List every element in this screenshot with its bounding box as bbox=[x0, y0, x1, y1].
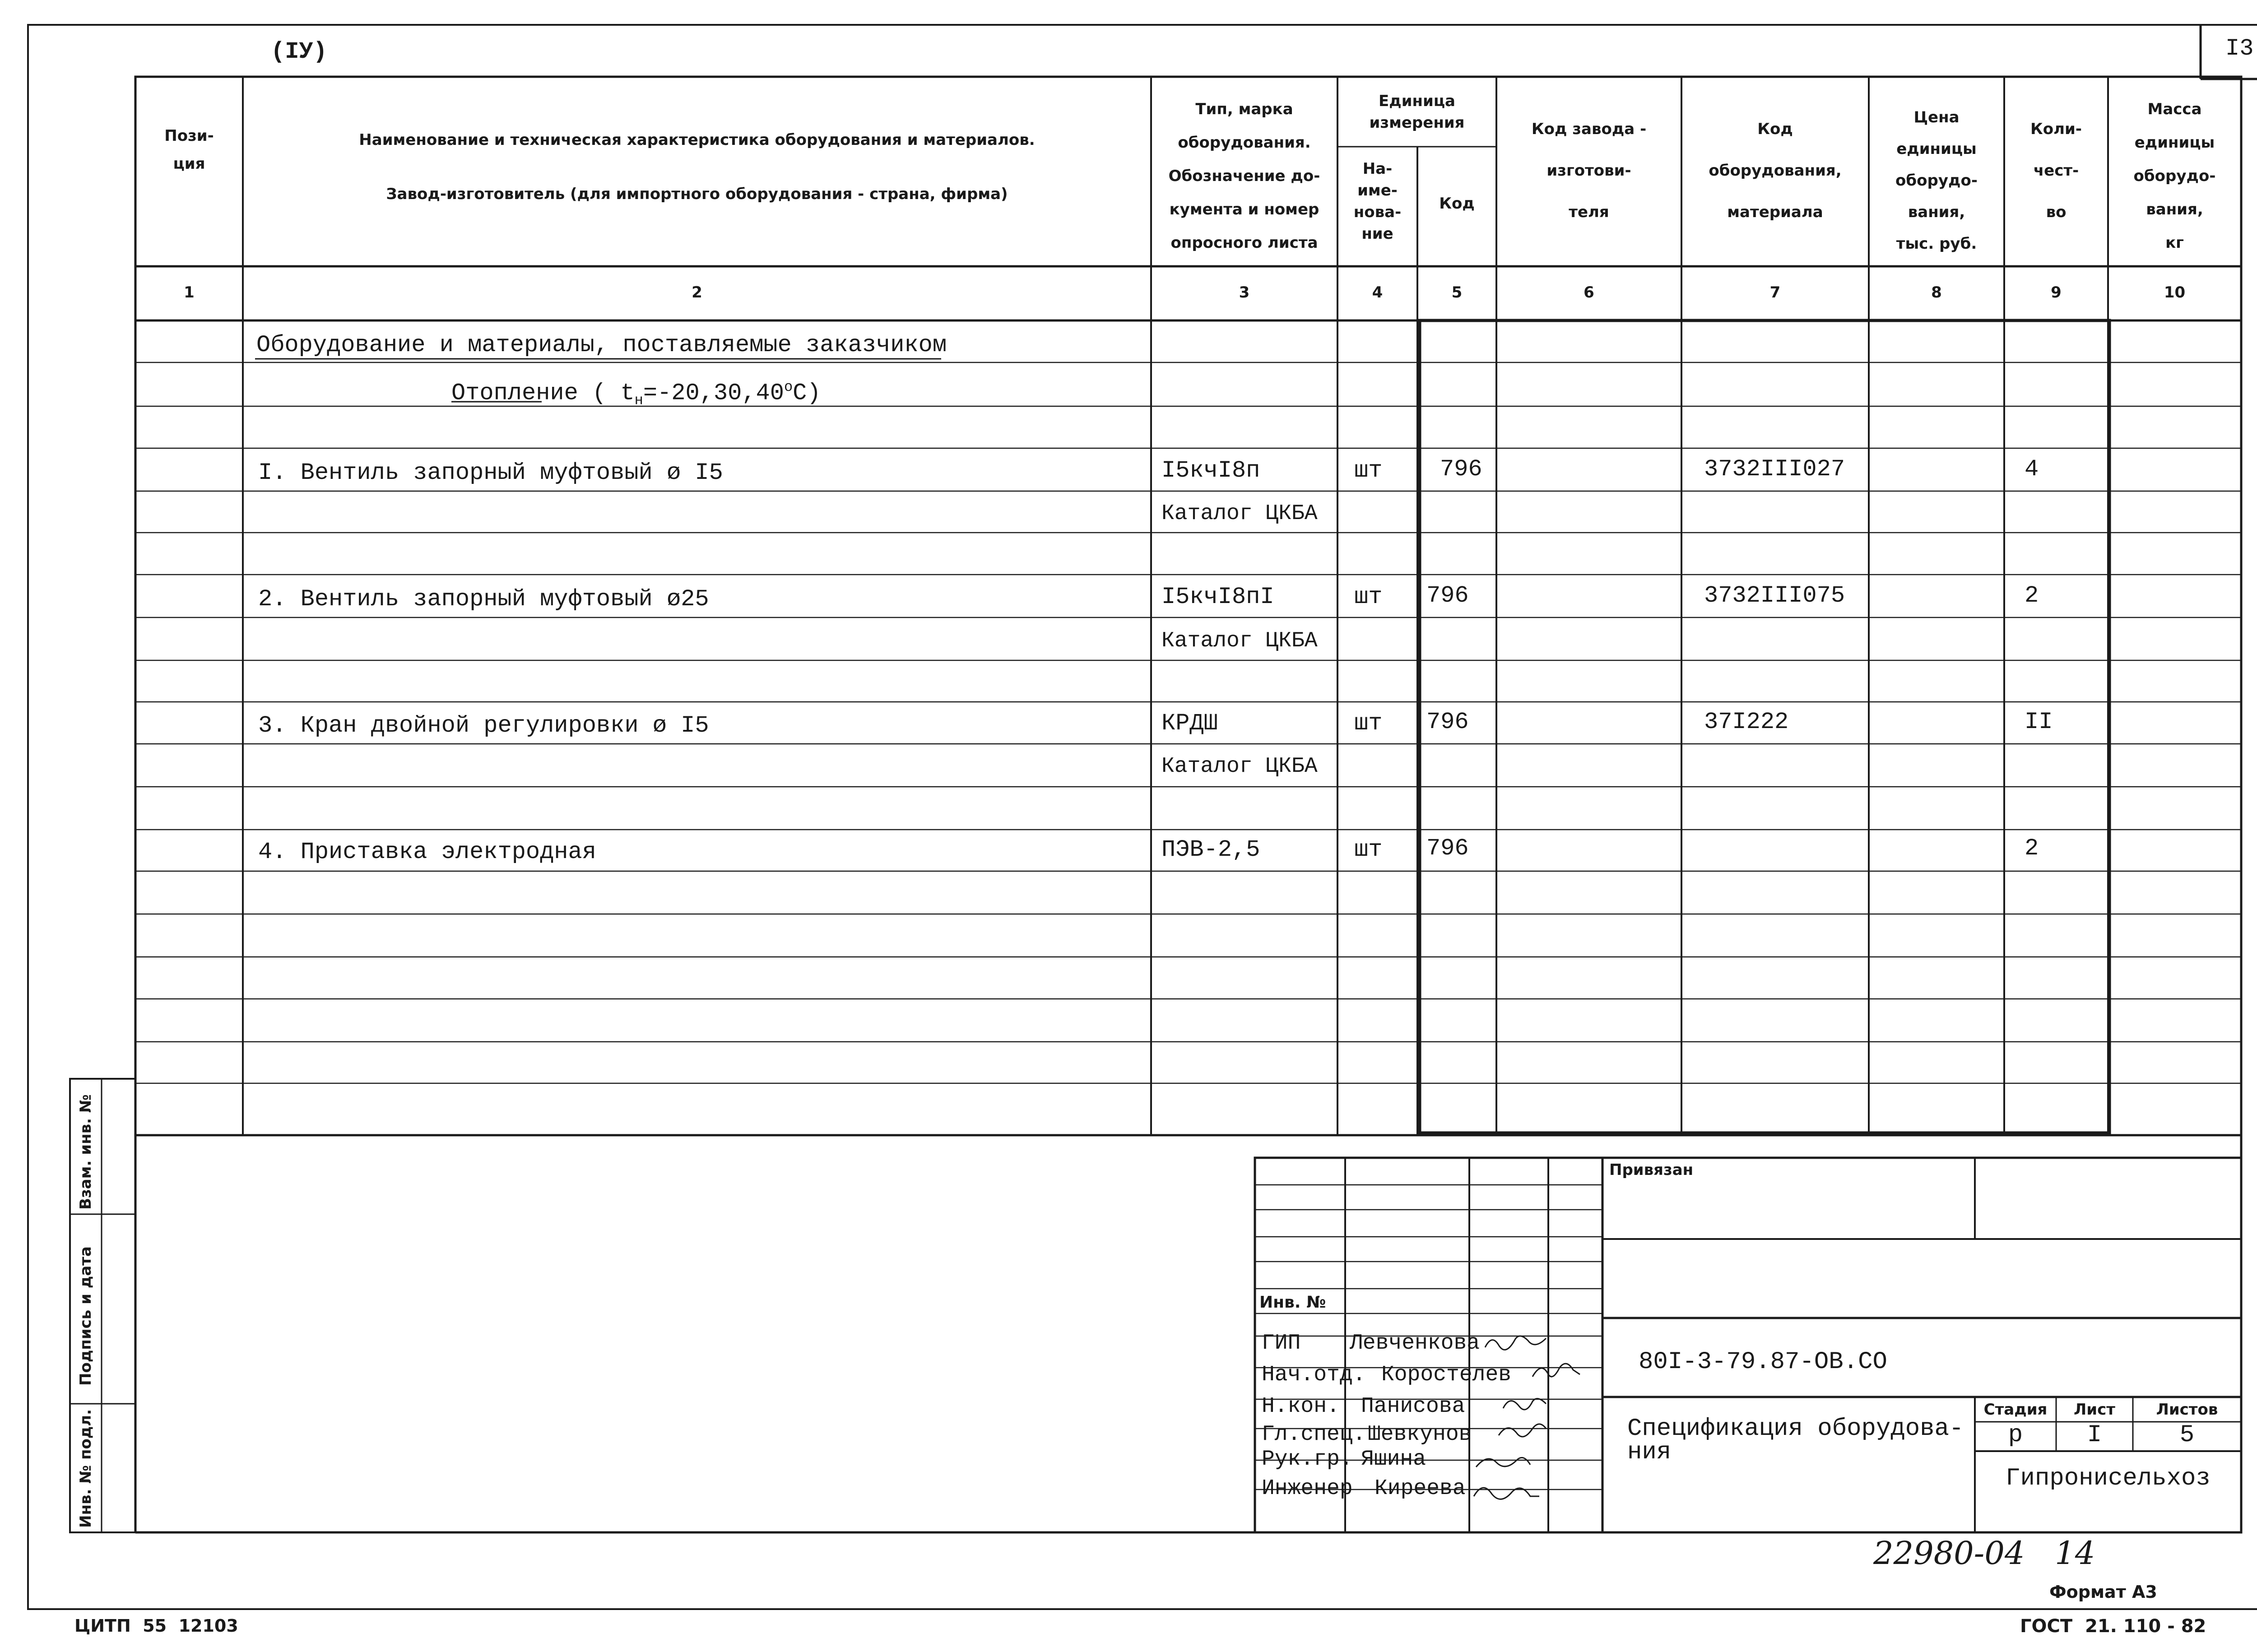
header-col-9: Коли- чест- во bbox=[2030, 120, 2082, 221]
signature-scribbles bbox=[1474, 1336, 1580, 1499]
item-name: 3. Кран двойной регулировки ø I5 bbox=[258, 712, 709, 739]
sheets-label: Листов bbox=[2156, 1401, 2218, 1419]
catalog-code: ЦИТП 55 12103 bbox=[74, 1616, 238, 1636]
col-number: 9 bbox=[2051, 283, 2062, 302]
item-equip-code: 3732III027 bbox=[1704, 456, 1845, 483]
staff-role: Рук.гр. bbox=[1262, 1447, 1353, 1471]
section-title: Оборудование и материалы, поставляемые заказчиком bbox=[256, 332, 947, 358]
item-type: КРДШ bbox=[1161, 710, 1218, 737]
stage-value: р bbox=[2008, 1421, 2023, 1449]
staff-role: Инженер bbox=[1262, 1476, 1353, 1501]
gost-label: ГОСТ 21. 110 - 82 bbox=[2020, 1616, 2206, 1637]
item-unit: шт bbox=[1354, 710, 1383, 737]
format-label: Формат А3 bbox=[2049, 1582, 2157, 1602]
header-col-10: Масса единицы оборудо- вания, кг bbox=[2133, 100, 2216, 252]
header-col-4: На- име- нова- ние bbox=[1353, 160, 1402, 243]
header-col-8: Цена единицы оборудо- вания, тыс. руб. bbox=[1895, 108, 1978, 253]
staff-name: Шевкунов bbox=[1368, 1422, 1472, 1447]
item-qty: 2 bbox=[2025, 835, 2039, 862]
header-col-2: Наименование и техническая характеристика оборудования и материалов. Завод-изготовитель (для импортного оборудования - страна, фирма) bbox=[359, 131, 1035, 203]
item-name: I. Вентиль запорный муфтовый ø I5 bbox=[258, 459, 723, 486]
subsection-title: Отопление ( $t_н=-20,30,40^оС$) bbox=[451, 379, 821, 409]
item-qty: 2 bbox=[2025, 582, 2039, 609]
header-col-6: Код завода - изготови- теля bbox=[1531, 120, 1647, 221]
item-unit: шт bbox=[1354, 457, 1383, 484]
header-col-5: Код bbox=[1439, 195, 1475, 213]
item-name: 2. Вентиль запорный муфтовый ø25 bbox=[258, 586, 709, 613]
staff-name: Панисова bbox=[1361, 1394, 1465, 1419]
col-number: 7 bbox=[1769, 283, 1781, 302]
sheets-value: 5 bbox=[2179, 1421, 2195, 1449]
staff-role: Гл.спец. bbox=[1262, 1422, 1366, 1447]
staff-role: Н.кон. bbox=[1262, 1394, 1340, 1419]
staff-name: Яшина bbox=[1361, 1447, 1426, 1471]
staff-name: Левченкова bbox=[1350, 1331, 1480, 1355]
item-doc: Каталог ЦКБА bbox=[1161, 754, 1318, 779]
item-qty: II bbox=[2025, 709, 2053, 735]
stage-label: Стадия bbox=[1983, 1401, 2048, 1419]
header-col-7: Код оборудования, материала bbox=[1709, 120, 1842, 221]
staff-name: Киреева bbox=[1375, 1476, 1466, 1501]
col-number: 1 bbox=[184, 283, 195, 302]
item-name: 4. Приставка электродная bbox=[258, 839, 596, 865]
item-type: I5кчI8п bbox=[1161, 457, 1260, 484]
podpis-label: Подпись и дата bbox=[77, 1246, 95, 1386]
item-equip-code: 3732III075 bbox=[1704, 582, 1845, 609]
staff-role: ГИП bbox=[1262, 1331, 1301, 1355]
sheet-label: Лист bbox=[2074, 1401, 2115, 1419]
header-col-1: Пози- ция bbox=[164, 127, 214, 173]
item-unit: шт bbox=[1354, 836, 1383, 863]
item-code: 796 bbox=[1440, 456, 1482, 483]
privyazan-label: Привязан bbox=[1609, 1161, 1694, 1179]
col-number: 8 bbox=[1931, 283, 1942, 302]
col-number: 4 bbox=[1372, 283, 1383, 302]
organization: Гипронисельхоз bbox=[2006, 1465, 2211, 1492]
document-title: Спецификация оборудова- ния bbox=[1627, 1415, 1964, 1466]
vzam-label: Взам. инв. № bbox=[77, 1094, 95, 1210]
sheet-value: I bbox=[2087, 1421, 2102, 1449]
col-number: 10 bbox=[2164, 283, 2186, 302]
item-code: 796 bbox=[1426, 582, 1469, 609]
section-mark: (IУ) bbox=[271, 38, 327, 65]
handwritten-number: 22980-04 14 bbox=[1873, 1535, 2095, 1572]
item-unit: шт bbox=[1354, 584, 1383, 610]
header-col-4-5-unit: Единица измерения bbox=[1369, 92, 1465, 132]
staff-role: Нач.отд. bbox=[1262, 1363, 1366, 1387]
col-number: 6 bbox=[1584, 283, 1594, 302]
item-equip-code: 37I222 bbox=[1704, 709, 1789, 735]
item-doc: Каталог ЦКБА bbox=[1161, 501, 1318, 526]
inv-no-label: Инв. № bbox=[1259, 1293, 1326, 1312]
col-number: 2 bbox=[692, 283, 702, 302]
col-number: 5 bbox=[1451, 283, 1463, 302]
staff-name: Коростелев bbox=[1381, 1363, 1512, 1387]
item-code: 796 bbox=[1426, 835, 1469, 862]
item-doc: Каталог ЦКБА bbox=[1161, 629, 1318, 653]
document-designation: 80I-3-79.87-ОВ.СО bbox=[1639, 1348, 1887, 1376]
item-qty: 4 bbox=[2025, 456, 2039, 483]
col-number: 3 bbox=[1239, 283, 1250, 302]
item-code: 796 bbox=[1426, 709, 1469, 735]
sheet-number: I3 bbox=[2225, 35, 2254, 62]
inv-podl-label: Инв. № подл. bbox=[77, 1409, 95, 1528]
item-type: I5кчI8пI bbox=[1161, 584, 1274, 610]
item-type: ПЭВ-2,5 bbox=[1161, 836, 1260, 863]
header-col-3: Тип, марка оборудования. Обозначение до- кумента и номер опросного листа bbox=[1168, 100, 1320, 252]
